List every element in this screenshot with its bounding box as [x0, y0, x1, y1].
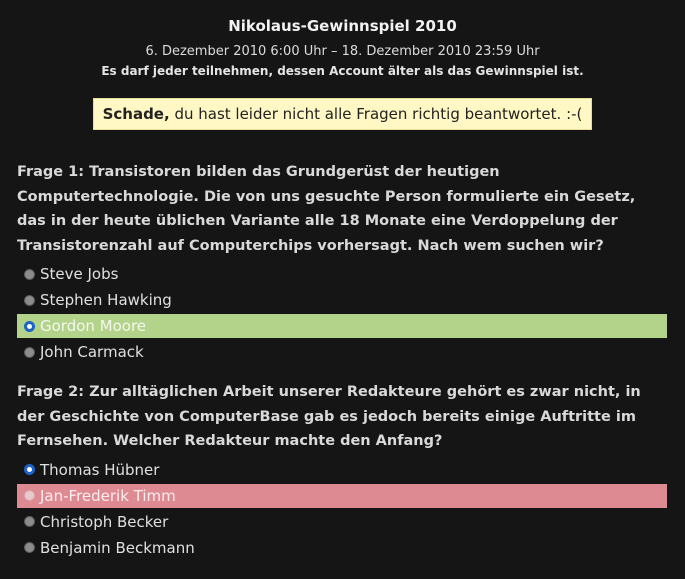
answer-benjamin-beckmann[interactable] — [17, 536, 667, 560]
answer-label: Gordon Moore — [40, 317, 147, 335]
radio-icon[interactable] — [24, 295, 35, 306]
question-2 — [17, 380, 667, 562]
answer-label: Stephen Hawking — [40, 291, 172, 309]
question-1-text: Frage 1: Transistoren bilden das Grundgerüst der heutigen Computertechnologie. Die von uns gesuchte Person formulierte ein Gesetz, das in der heute üblichen Variante alle 18 Monate eine Verdoppelung der Transistorenzahl auf Computerchips vorhersagt. Nach wem suchen wir? — [17, 164, 636, 254]
radio-icon[interactable] — [24, 516, 35, 527]
answer-label: Christoph Becker — [40, 512, 169, 531]
answer-label: Steve Jobs — [40, 265, 119, 283]
answer-label: Thomas Hübner — [40, 460, 160, 479]
answer-label: John Carmack — [40, 343, 144, 361]
radio-selected-icon[interactable] — [24, 321, 35, 332]
answer-steve-jobs[interactable] — [17, 262, 667, 286]
answer-christoph-becker[interactable] — [17, 510, 667, 534]
radio-icon[interactable] — [24, 490, 35, 501]
question-2-answers — [17, 458, 667, 560]
result-notice-text: du hast leider nicht alle Fragen richtig beantwortet. :-( — [169, 105, 583, 123]
radio-icon[interactable] — [24, 542, 35, 553]
question-2-text: Frage 2: Zur alltäglichen Arbeit unserer Redakteure gehört es zwar nicht, in der Geschichte von ComputerBase gab es jedoch bereits einige Auftritte im Fernsehen. Welcher Redakteur machte den Anfang? — [17, 384, 641, 449]
result-notice-bold: Schade, — [102, 105, 170, 123]
page-title: Nikolaus-Gewinnspiel 2010 — [228, 17, 457, 35]
result-notice — [93, 98, 593, 130]
radio-icon[interactable] — [24, 269, 35, 280]
participation-rule: Es darf jeder teilnehmen, dessen Account älter als das Gewinnspiel ist. — [101, 64, 584, 78]
answer-stephen-hawking[interactable] — [17, 288, 667, 312]
answer-thomas-huebner[interactable] — [17, 458, 667, 482]
question-1 — [17, 160, 667, 366]
answer-label: Benjamin Beckmann — [40, 538, 195, 557]
answer-jan-frederik-timm[interactable] — [17, 484, 667, 508]
result-notice-wrapper — [0, 98, 685, 130]
answer-label: Jan-Frederik Timm — [40, 486, 176, 505]
radio-icon[interactable] — [24, 347, 35, 358]
answer-gordon-moore[interactable] — [17, 314, 667, 338]
answer-john-carmack[interactable] — [17, 340, 667, 364]
page-header — [0, 0, 685, 79]
radio-selected-icon[interactable] — [24, 464, 35, 475]
question-1-answers — [17, 262, 667, 364]
date-range: 6. Dezember 2010 6:00 Uhr – 18. Dezember 2010 23:59 Uhr — [145, 44, 540, 59]
